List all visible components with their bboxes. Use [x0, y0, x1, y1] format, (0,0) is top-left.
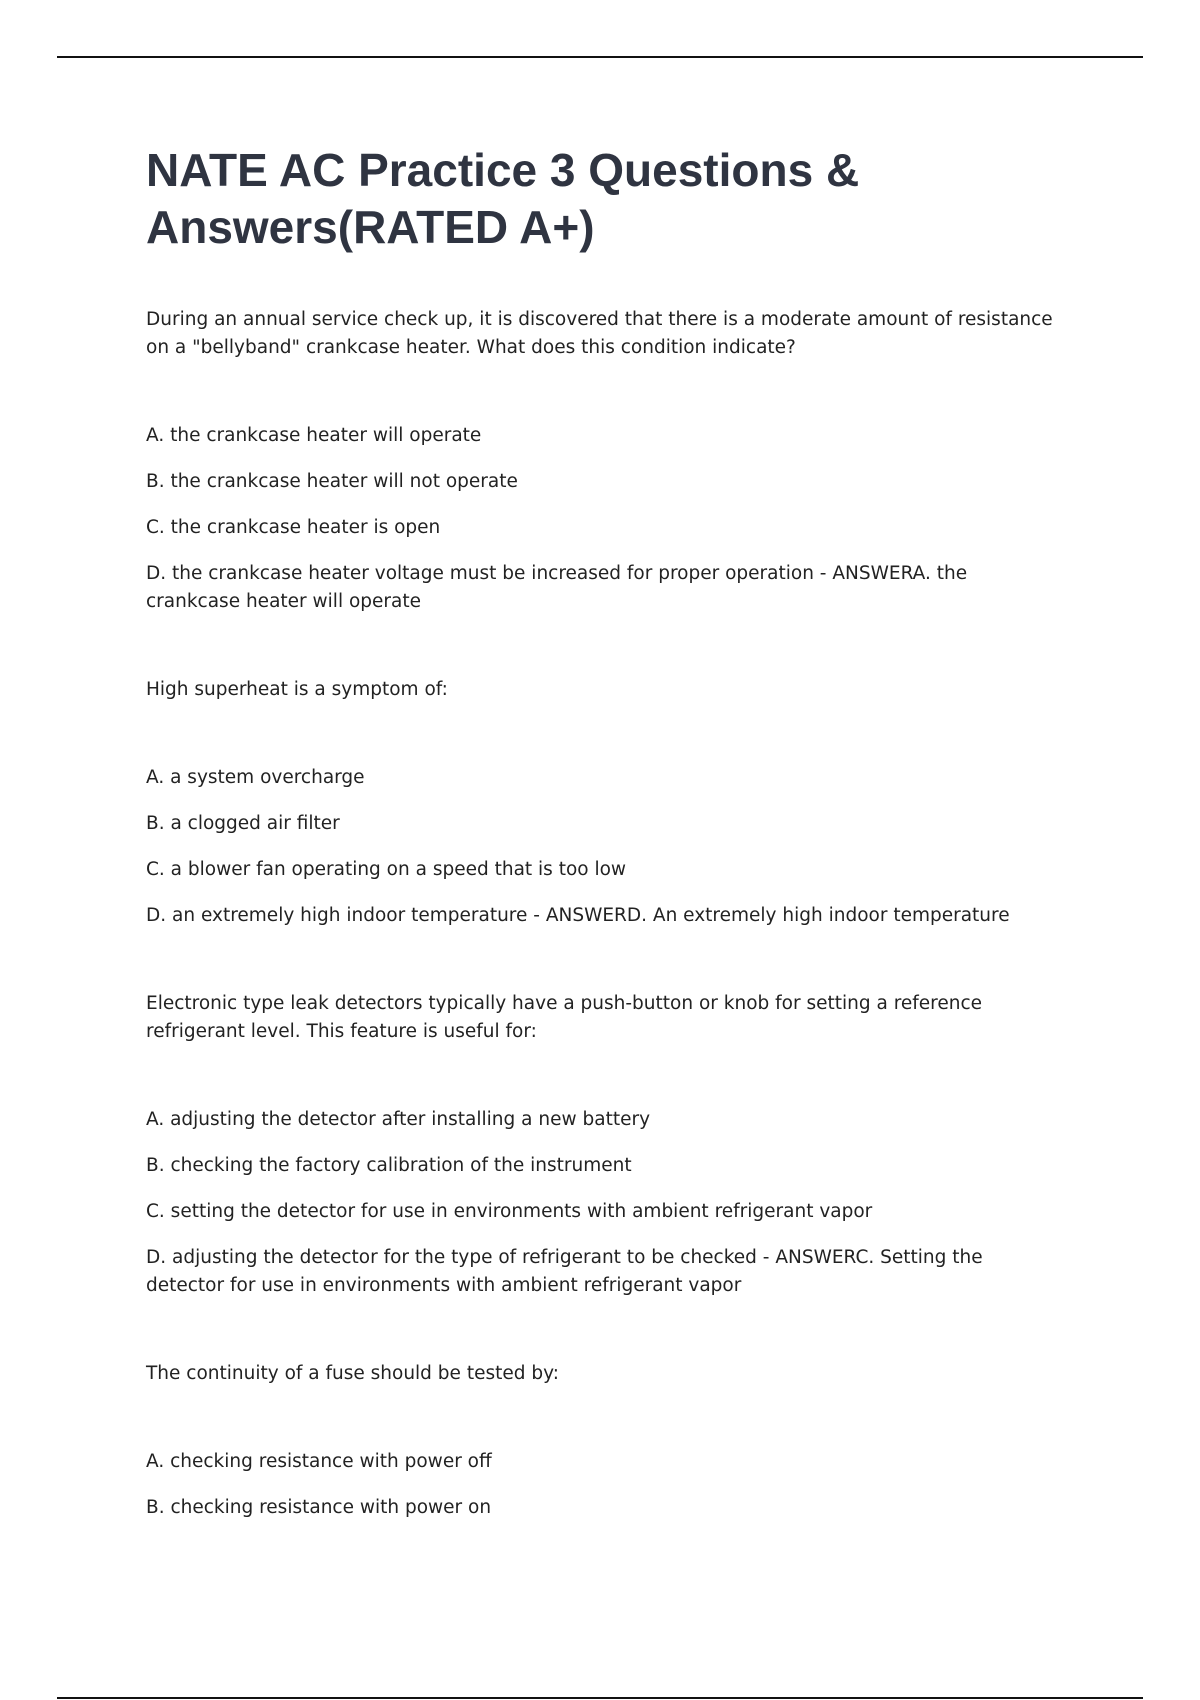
bottom-rule [57, 1697, 1143, 1699]
answer-option: C. the crankcase heater is open [146, 517, 441, 538]
answer-option: A. checking resistance with power off [146, 1451, 492, 1472]
top-rule [57, 56, 1143, 58]
document-body [146, 142, 1066, 1582]
answer-option: D. adjusting the detector for the type of refrigerant to be checked - ANSWERC. Setting the detector for use in environments with ambient refrigerant vapor [146, 1247, 983, 1296]
question-text: During an annual service check up, it is discovered that there is a moderate amount of resistance on a "bellyband" crankcase heater. What does this condition indicate? [146, 309, 1053, 358]
answer-option: C. a blower fan operating on a speed that is too low [146, 859, 627, 880]
answer-option: B. the crankcase heater will not operate [146, 471, 518, 492]
answer-option: B. checking resistance with power on [146, 1497, 492, 1518]
question-1 [146, 306, 1066, 616]
question-text: High superheat is a symptom of: [146, 679, 448, 700]
answer-option: A. adjusting the detector after installing a new battery [146, 1109, 651, 1130]
answer-option: D. an extremely high indoor temperature - ANSWERD. An extremely high indoor temperature [146, 905, 1010, 926]
answer-option: A. a system overcharge [146, 767, 365, 788]
answer-option: B. checking the factory calibration of the instrument [146, 1155, 632, 1176]
question-4 [146, 1360, 1066, 1522]
answer-option: C. setting the detector for use in environments with ambient refrigerant vapor [146, 1201, 873, 1222]
question-3 [146, 990, 1066, 1300]
question-text: The continuity of a fuse should be tested by: [146, 1363, 559, 1384]
answer-option: B. a clogged air filter [146, 813, 340, 834]
question-text: Electronic type leak detectors typically have a push-button or knob for setting a reference refrigerant level. This feature is useful for: [146, 993, 983, 1042]
answer-option: D. the crankcase heater voltage must be increased for proper operation - ANSWERA. the crankcase heater will operate [146, 563, 968, 612]
question-2 [146, 676, 1066, 930]
answer-option: A. the crankcase heater will operate [146, 425, 482, 446]
page-title: NATE AC Practice 3 Questions & Answers(RATED A+) [146, 144, 860, 253]
